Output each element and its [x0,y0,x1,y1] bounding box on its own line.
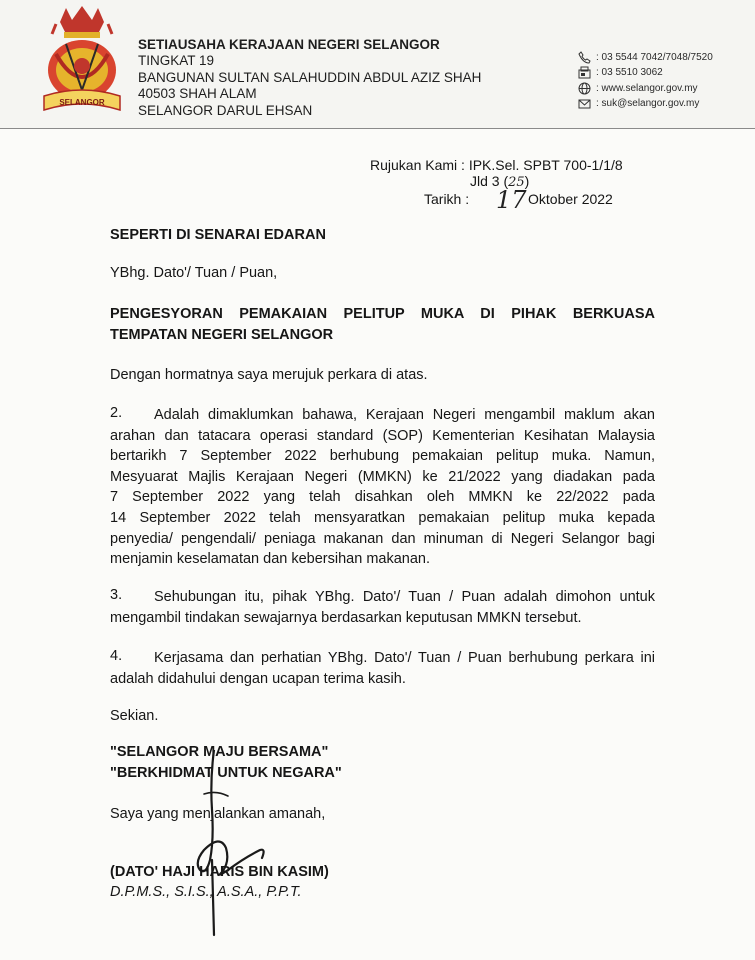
email-icon [578,97,592,110]
paragraph-line: 7 September 2022 yang telah disahkan oleh MMKN ke 22/2022 pada [110,489,655,506]
sign-off: Saya yang menjalankan amanah, [110,806,326,822]
logo-label: SELANGOR [59,98,105,107]
closing: Sekian. [110,708,159,724]
subject-line: PENGESYORAN PEMAKAIAN PELITUP MUKA DI PIHAK BERKUASA [110,306,655,322]
date-label: Tarikh : [424,191,470,207]
signatory-titles: D.P.M.S., S.I.S., A.S.A., P.P.T. [110,884,302,900]
paragraph-line: Adalah dimaklumkan bahawa, Kerajaan Negeri mengambil maklum akan [154,407,655,423]
paragraph-line: Mesyuarat Majlis Kerajaan Negeri (MMKN) ke 21/2022 yang diadakan pada [110,468,655,485]
contact-website: : www.selangor.gov.my [578,81,713,96]
handwritten-signature [170,750,300,940]
address-line: SELANGOR DARUL EHSAN [138,102,313,118]
paragraph-3 [110,587,655,628]
paragraph-line: bertarikh 7 September 2022 berhubung pemakaian pelitup muka. Namun, [110,448,655,465]
contact-fax: : 03 5510 3062 [578,65,713,80]
letterhead [0,0,755,129]
selangor-crest-logo [36,4,128,120]
contact-block [578,50,713,111]
paragraph-line: Sehubungan itu, pihak YBhg. Dato'/ Tuan / Puan adalah dimohon untuk [154,589,655,605]
paragraph-line: Kerjasama dan perhatian YBhg. Dato'/ Tuan / Puan berhubung perkara ini [154,650,655,666]
reference-line [370,157,623,173]
globe-icon [578,82,592,95]
sender-address [138,37,481,119]
salutation: YBhg. Dato'/ Tuan / Puan, [110,265,278,281]
jld-line: Jld 3 (25) [470,173,530,190]
address-line: TINGKAT 19 [138,53,215,69]
address-line: 40503 SHAH ALAM [138,86,257,102]
opening-sentence: Dengan hormatnya saya merujuk perkara di atas. [110,367,428,383]
address-line: BANGUNAN SULTAN SALAHUDDIN ABDUL AZIZ SHAH [138,69,482,85]
paragraph-line: mengambil tindakan sewajarnya berdasarkan keputusan MMKN tersebut. [110,609,582,626]
handwritten-jld-number: 25 [508,175,525,190]
motto-line: "BERKHIDMAT UNTUK NEGARA" [110,765,342,781]
paragraph-number: 4. [110,648,123,664]
paragraph-line: arahan dan tatacara operasi standard (SOP) Kementerian Kesihatan Malaysia [110,427,655,444]
paragraph-number: 3. [110,587,123,603]
paragraph-line: 14 September 2022 telah mensyaratkan pemakaian pelitup muka kepada [110,509,655,526]
subject-heading [110,304,655,345]
handwritten-date-day: 17 [496,186,527,214]
signatory-name: (DATO' HAJI HARIS BIN KASIM) [110,864,329,880]
reference-label: Rujukan Kami : [370,157,465,173]
paragraph-line: penyedia/ pengendali/ peniaga makanan dan minuman di Negeri Selangor bagi [110,530,655,547]
date-value: Oktober 2022 [528,191,613,207]
recipient: SEPERTI DI SENARAI EDARAN [110,227,326,243]
paragraph-line: adalah didahului dengan ucapan terima kasih. [110,670,406,687]
contact-email: : suk@selangor.gov.my [578,96,713,111]
motto-line: "SELANGOR MAJU BERSAMA" [110,744,329,760]
paragraph-2 [110,405,655,570]
fax-icon [578,66,592,79]
reference-number: IPK.Sel. SPBT 700-1/1/8 [468,157,623,173]
organisation-name: SETIAUSAHA KERAJAAN NEGERI SELANGOR [138,37,440,52]
paragraph-4 [110,648,655,689]
subject-line: TEMPATAN NEGERI SELANGOR [110,326,334,343]
paragraph-number: 2. [110,405,123,421]
paragraph-line: menjamin keselamatan dan kebersihan makanan. [110,551,430,568]
phone-icon [578,51,592,64]
contact-phone: : 03 5544 7042/7048/7520 [578,50,713,65]
